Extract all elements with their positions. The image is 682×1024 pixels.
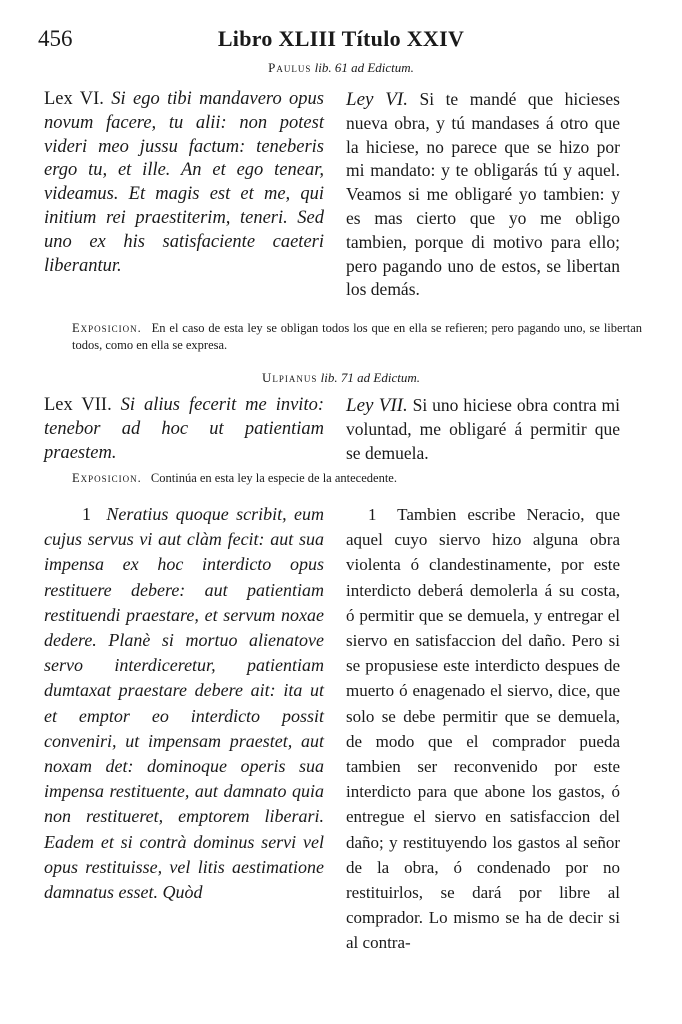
exposition-block xyxy=(72,320,642,353)
spanish-text: Si uno hiciese obra contra mi voluntad, me obligaré á permitir que se demuela. xyxy=(346,395,620,463)
latin-paragraph xyxy=(44,394,324,465)
spanish-column-ley-7 xyxy=(346,394,620,465)
running-title: Libro XLIII Título XXIV xyxy=(217,26,465,51)
latin-column-lex-7 xyxy=(44,394,324,465)
latin-column-lex-6 xyxy=(44,88,324,278)
latin-paragraph xyxy=(44,88,324,278)
source-citation-ulpianus xyxy=(36,370,646,386)
source-author: Ulpianus xyxy=(262,370,318,385)
exposition-label: Exposicion. xyxy=(72,471,142,485)
exposition-label: Exposicion. xyxy=(72,321,142,335)
law-heading: Ley VII. xyxy=(346,395,408,416)
latin-text: Si ego tibi mandavero opus novum facere, tu alii: non potest videri meo jussu factum: teneberis ergo tu, et ille. An et ego tenear, videamus. Et magis est et me, qui initium rei praestiterim, teneri. Sed uno ex his satisfaciente caeteri liberantur. xyxy=(44,89,324,276)
exposition-block xyxy=(72,470,642,487)
spanish-paragraph xyxy=(346,88,620,302)
paragraph-number: 1 xyxy=(368,505,377,524)
page-number: 456 xyxy=(38,26,73,51)
spanish-text: Tambien escribe Neracio, que aquel cuyo siervo hizo alguna obra violenta ó clandestinamente, por este interdicto deberá demolerla á su costa, ó permitir que se demuela, y entregar el siervo en satisfaccion del daño. Pero si se propusiese este interdicto despues de muerto ó enagenado el siervo, dice, que solo se debe permitir que se demuela, de modo que el comprador pueda tambien ser reconvenido por este interdicto para que abone los gastos, ó entregue el siervo en satisfaccion del daño; y restituyendo los gastos al señor de la obra, ó condenado por no restituirlos, se dará por libre al comprador. Lo mismo se ha de decir si al contra- xyxy=(346,505,620,953)
source-citation-paulus xyxy=(36,60,646,76)
latin-text: Neratius quoque scribit, eum cujus servus vi aut clàm fecit: aut sua impensa ex hoc interdicto opus restituere debere: aut patientiam restituendi praestare, et servum noxae dedere. Planè si mortuo alienatove servo interdiceretur, patientiam dumtaxat praestare debere ait: ita ut et emptor eo interdicto possit conveniri, ut impensam praestet, aut noxam det: dominoque operis sua impensa restituente, aut damnato quia non restitueret, emptorem liberari. Eadem et si contrà dominus servi vel opus restituisse, vel litis aestimatione damnatus esset. Quòd xyxy=(44,504,324,903)
latin-paragraph xyxy=(44,502,324,905)
latin-column-paragraph-1 xyxy=(44,502,324,905)
source-reference: lib. 61 ad Edictum. xyxy=(314,60,414,75)
latin-text: Si alius fecerit me invito: tenebor ad hoc ut patientiam praestem. xyxy=(44,395,325,463)
exposition-text: Continúa en esta ley la especie de la antecedente. xyxy=(150,471,397,485)
spanish-paragraph xyxy=(346,394,620,465)
law-heading: Ley VI. xyxy=(346,89,408,110)
law-heading: Lex VII. xyxy=(44,395,112,415)
page-header xyxy=(36,24,646,56)
paragraph-number: 1 xyxy=(82,504,91,524)
spanish-text: Si te mandé que hicieses nueva obra, y tú mandases á otro que la hiciese, no parece que se hizo por mi mandato: y te obligarás tú y aquel. Veamos si me obligaré yo tambien: y es mas cierto que yo me obligo tambien, porque di motivo para ello; pero pagando uno de estos, se libertan los demás. xyxy=(346,89,620,300)
law-heading: Lex VI. xyxy=(44,89,104,109)
spanish-paragraph xyxy=(346,502,620,956)
spanish-column-paragraph-1 xyxy=(346,502,620,956)
source-reference: lib. 71 ad Edictum. xyxy=(320,370,420,385)
exposition-text: En el caso de esta ley se obligan todos los que en ella se refieren; pero pagando uno, se libertan todos, como en ella se expresa. xyxy=(72,321,642,352)
spanish-column-ley-6 xyxy=(346,88,620,302)
source-author: Paulus xyxy=(268,60,312,75)
